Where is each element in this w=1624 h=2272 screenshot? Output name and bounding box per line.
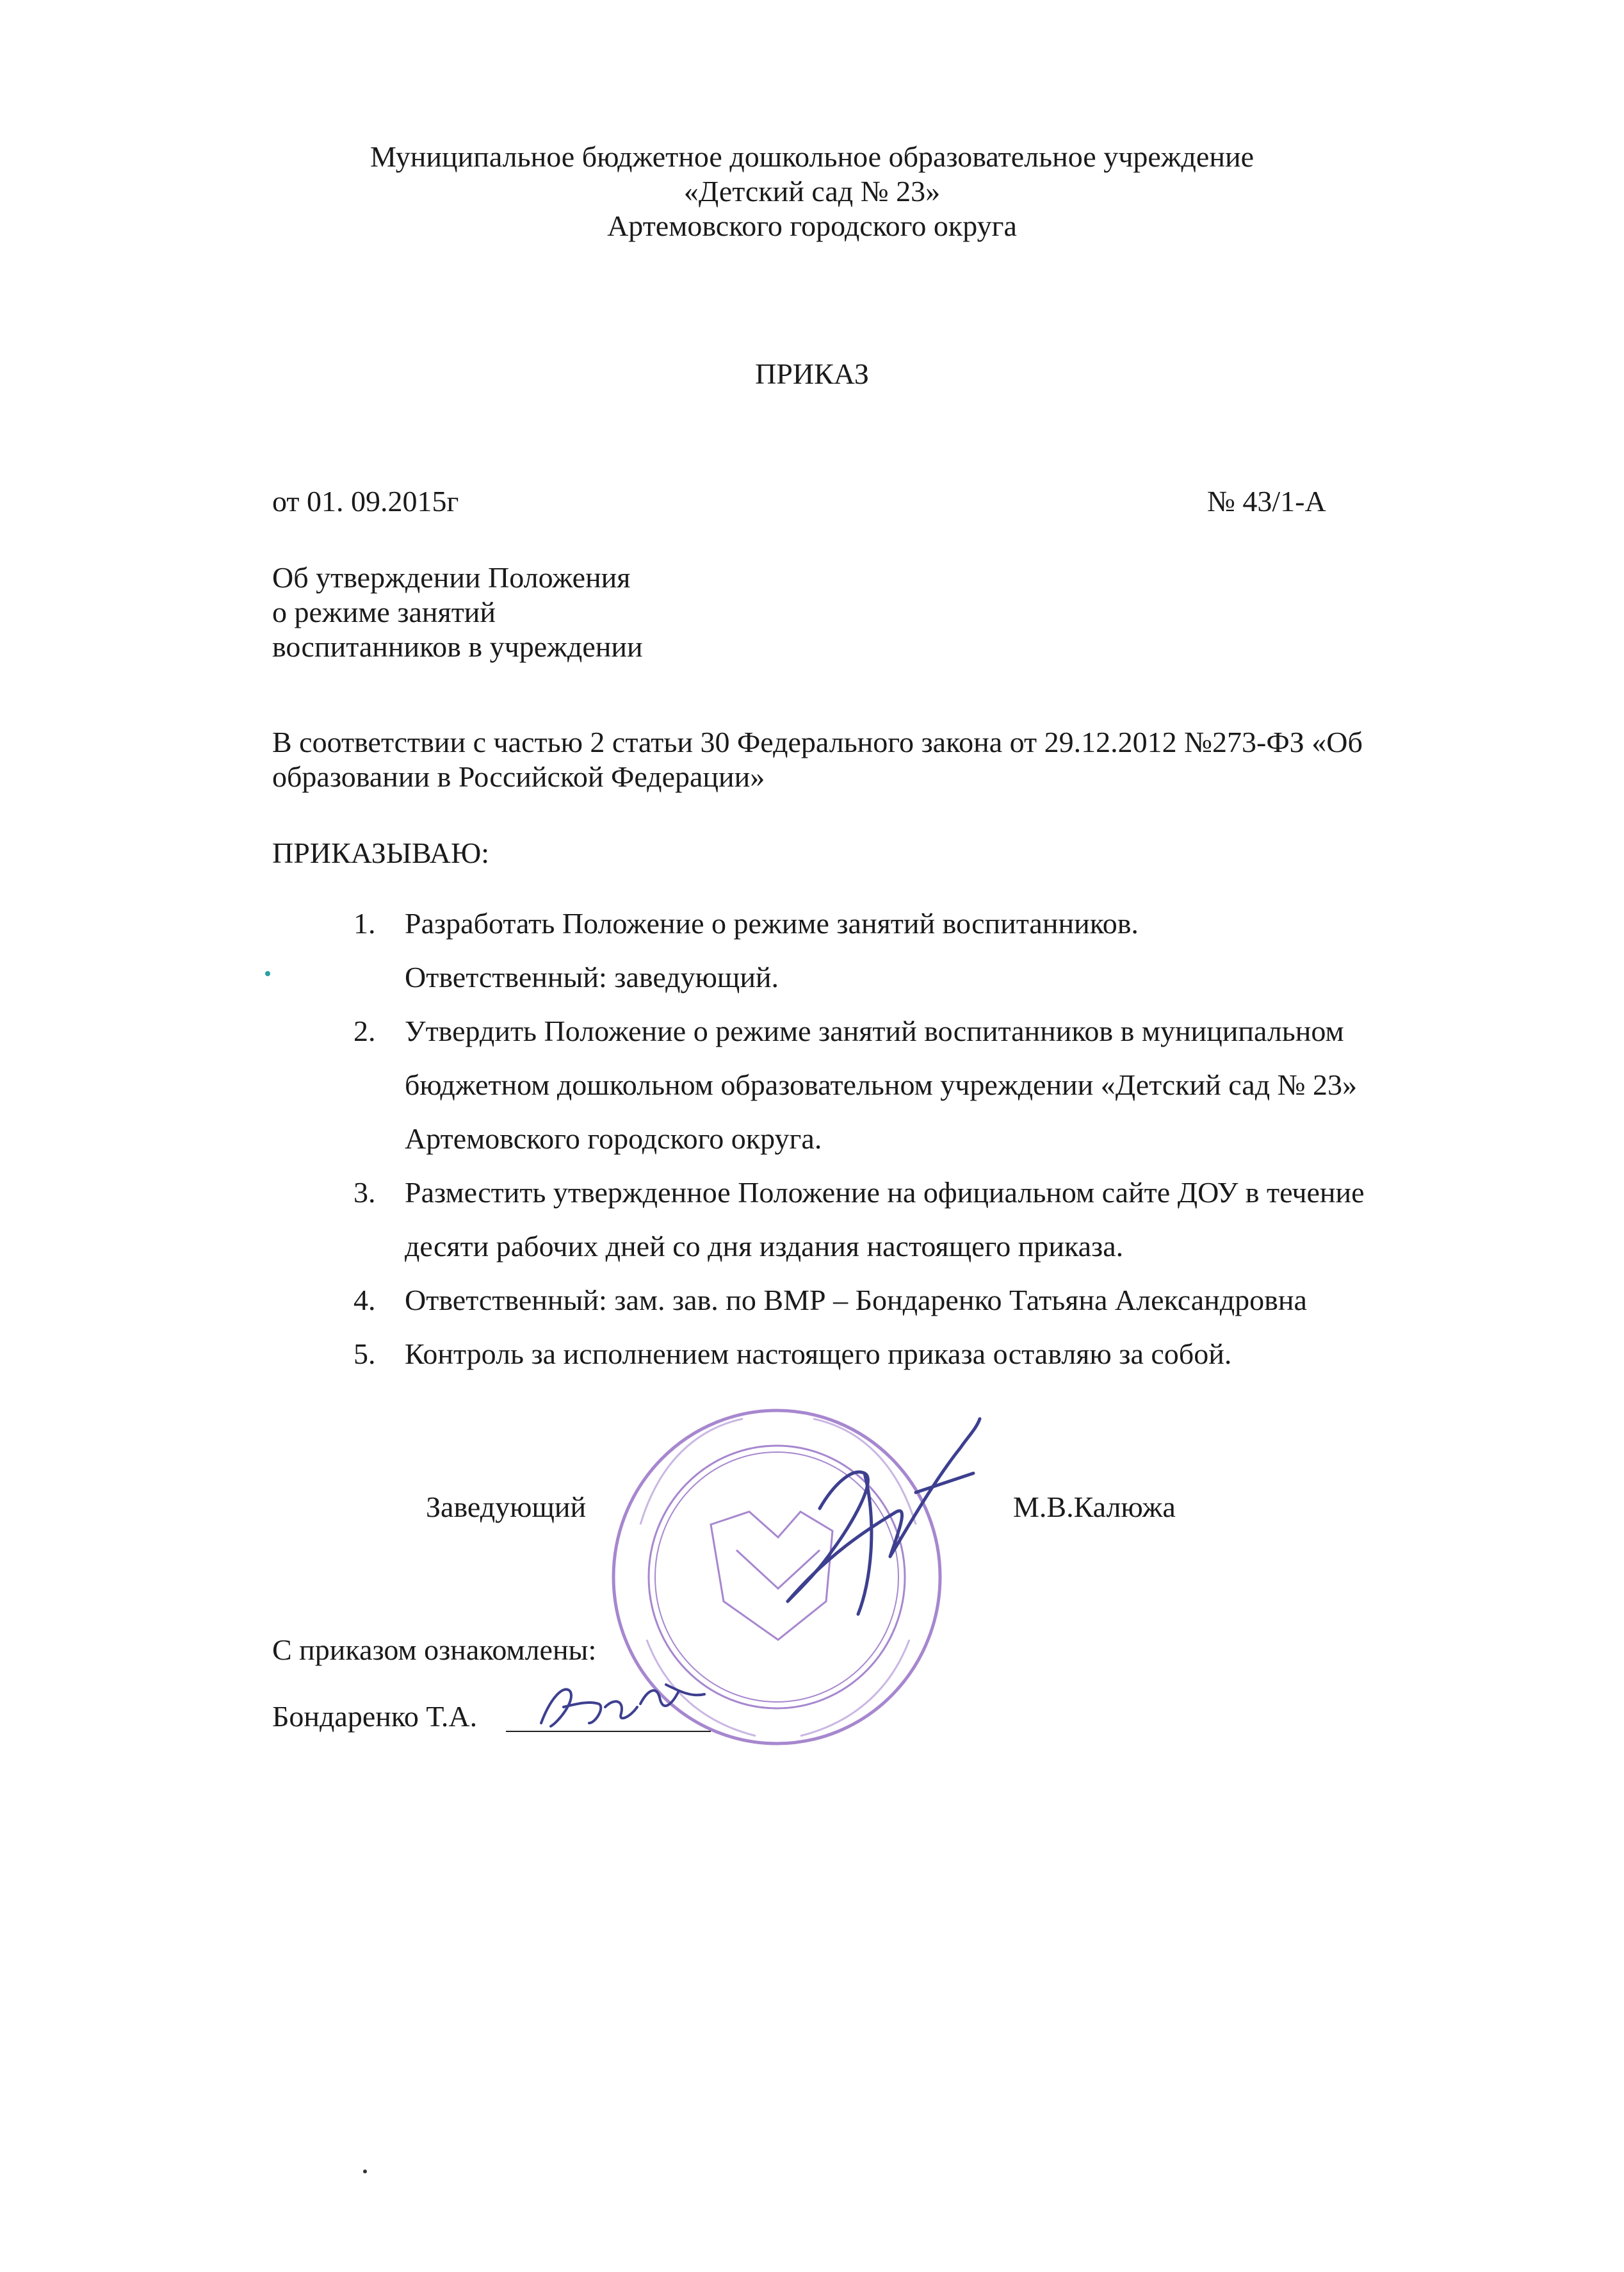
- list-item-text: Разработать Положение о режиме занятий воспитанников.: [405, 907, 1139, 940]
- list-item-text: Контроль за исполнением настоящего приказа оставляю за собой.: [405, 1337, 1232, 1370]
- list-item-text: Ответственный: зам. зав. по ВМР – Бондаренко Татьяна Александровна: [405, 1284, 1307, 1316]
- list-item-text: бюджетном дошкольном образовательном учреждении «Детский сад № 23»: [405, 1068, 1357, 1101]
- preamble-line2: образовании в Российской Федерации»: [272, 760, 765, 793]
- list-item-number: 5.: [353, 1337, 376, 1370]
- institution-name-line3: Артемовского городского округа: [607, 209, 1017, 242]
- subject-line3: воспитанников в учреждении: [272, 630, 643, 663]
- preamble-line1: В соответствии с частью 2 статьи 30 Федерального закона от 29.12.2012 №273-ФЗ «Об: [272, 726, 1363, 758]
- list-item-text: Утвердить Положение о режиме занятий воспитанников в муниципальном: [405, 1015, 1344, 1047]
- document-title: ПРИКАЗ: [755, 357, 869, 390]
- subject-line2: о режиме занятий: [272, 596, 496, 628]
- list-item-number: 4.: [353, 1284, 376, 1316]
- institution-name-line1: Муниципальное бюджетное дошкольное образовательное учреждение: [370, 140, 1254, 173]
- list-item-text: Разместить утвержденное Положение на официальном сайте ДОУ в течение: [405, 1176, 1365, 1209]
- list-item-number: 2.: [353, 1015, 376, 1047]
- signer-name: М.В.Калюжа: [1013, 1491, 1176, 1523]
- signer-position: Заведующий: [426, 1491, 587, 1523]
- acknowledgement-label: С приказом ознакомлены:: [272, 1633, 597, 1666]
- order-word: ПРИКАЗЫВАЮ:: [272, 837, 490, 869]
- acknowledged-person: Бондаренко Т.А.: [272, 1700, 478, 1733]
- institution-name-line2: «Детский сад № 23»: [683, 175, 941, 208]
- list-item-text: Ответственный: заведующий.: [405, 961, 779, 993]
- list-item-text: Артемовского городского округа.: [405, 1122, 822, 1155]
- order-number: № 43/1-А: [1207, 485, 1326, 518]
- order-date: от 01. 09.2015г: [272, 485, 459, 518]
- list-item-text: десяти рабочих дней со дня издания настоящего приказа.: [405, 1230, 1124, 1263]
- subject-line1: Об утверждении Положения: [272, 561, 631, 594]
- list-item-number: 3.: [353, 1176, 376, 1209]
- list-item-number: 1.: [353, 907, 376, 940]
